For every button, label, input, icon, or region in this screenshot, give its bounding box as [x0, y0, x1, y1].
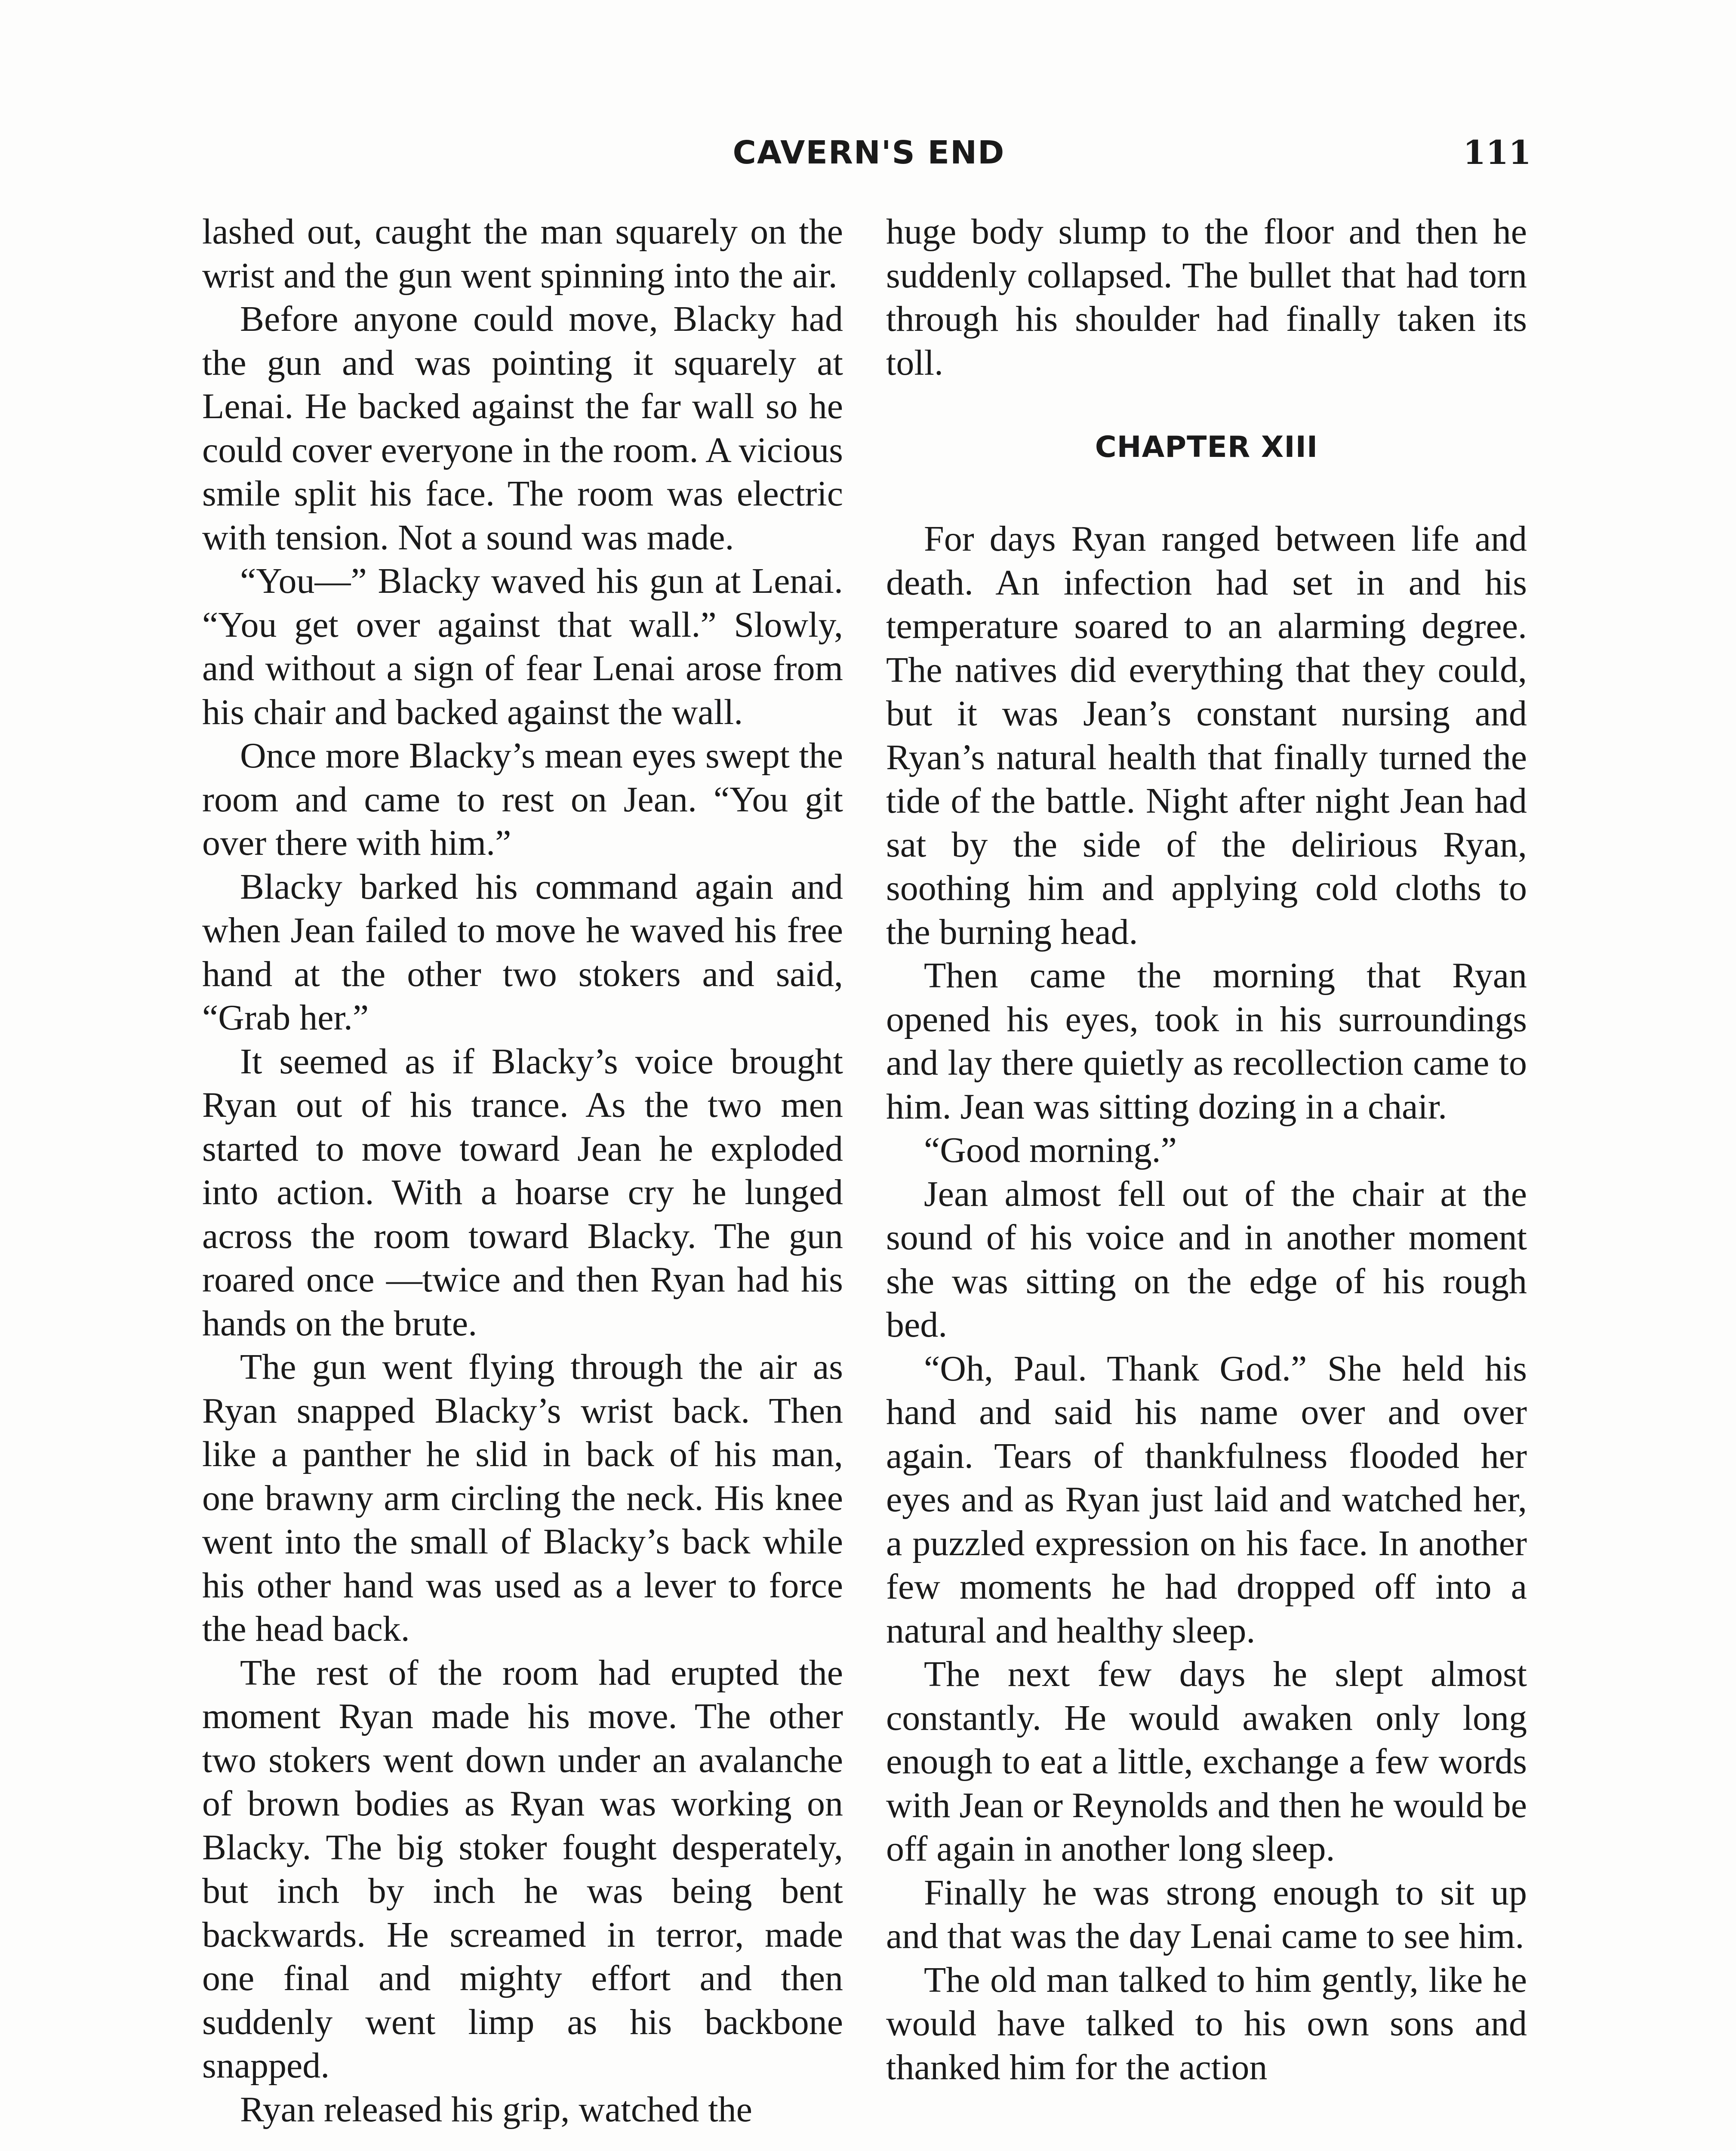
- paragraph: “Oh, Paul. Thank God.” She held his hand and said his name over and over again. Tears of thankfulness flooded her eyes and as Ryan just laid and watched her, a puzzled expression on his face. In another few moments he had dropped off into a natural and healthy sleep.: [886, 1348, 1527, 1651]
- paragraph: The rest of the room had erupted the moment Ryan made his move. The other two stokers went down under an avalanche of brown bodies as Ryan was working on Blacky. The big stoker fought desperately, but inch by inch he was being bent backwards. He screamed in terror, made one final and mighty effort and then suddenly went limp as his backbone snapped.: [202, 1652, 843, 2086]
- paragraph: “Good morning.”: [924, 1130, 1177, 1170]
- paragraph: The next few days he slept almost constantly. He would awaken only long enough to eat a little, exchange a few words with Jean or Reynolds and then he would be off again in another long sleep.: [886, 1654, 1527, 1869]
- paragraph: lashed out, caught the man squarely on the wrist and the gun went spinning into the air.: [202, 212, 843, 296]
- paragraph: The old man talked to him gently, like he would have talked to his own sons and thanked him for the action: [886, 1960, 1527, 2087]
- running-head: [206, 129, 1531, 176]
- paragraph: Then came the morning that Ryan opened his eyes, took in his surroundings and lay there quietly as recollection came to him. Jean was sitting dozing in a chair.: [886, 955, 1527, 1127]
- paragraph: huge body slump to the floor and then he suddenly collapsed. The bullet that had torn through his shoulder had finally taken its toll.: [886, 212, 1527, 383]
- chapter-heading: CHAPTER XIII: [1095, 430, 1318, 464]
- paragraph: “You—” Blacky waved his gun at Lenai. “You get over against that wall.” Slowly, and without a sign of fear Lenai arose from his chair and backed against the wall.: [202, 561, 843, 732]
- page-number: 111: [1463, 133, 1531, 172]
- paragraph: Before anyone could move, Blacky had the gun and was pointing it squarely at Lenai. He backed against the far wall so he could cover everyone in the room. A vicious smile split his face. The room was electric with tension. Not a sound was made.: [202, 299, 843, 558]
- paragraph: It seemed as if Blacky’s voice brought Ryan out of his trance. As the two men started to move toward Jean he exploded into action. With a hoarse cry he lunged across the room toward Blacky. The gun roared once —twice and then Ryan had his hands on the brute.: [202, 1041, 843, 1344]
- paragraph: Finally he was strong enough to sit up and that was the day Lenai came to see him.: [886, 1872, 1527, 1956]
- left-column: [202, 210, 843, 2131]
- paragraph: Blacky barked his command again and when Jean failed to move he waved his free hand at the other two stokers and said, “Grab her.”: [202, 866, 843, 1038]
- right-column: [886, 210, 1527, 2089]
- paragraph: Ryan released his grip, watched the: [240, 2089, 752, 2129]
- paragraph: Once more Blacky’s mean eyes swept the room and came to rest on Jean. “You git over there with him.”: [202, 736, 843, 863]
- paragraph: The gun went flying through the air as Ryan snapped Blacky’s wrist back. Then like a panther he slid in back of his man, one brawny arm circling the neck. His knee went into the small of Blacky’s back while his other hand was used as a lever to force the head back.: [202, 1347, 843, 1649]
- running-title: CAVERN'S END: [733, 134, 1005, 171]
- paragraph: Jean almost fell out of the chair at the sound of his voice and in another moment she was sitting on the edge of his rough bed.: [886, 1174, 1527, 1345]
- paragraph: For days Ryan ranged between life and death. An infection had set in and his temperature soared to an alarming degree. The natives did everything that they could, but it was Jean’s constant nursing and Ryan’s natural health that finally turned the tide of the battle. Night after night Jean had sat by the side of the delirious Ryan, soothing him and applying cold cloths to the burning head.: [886, 519, 1527, 952]
